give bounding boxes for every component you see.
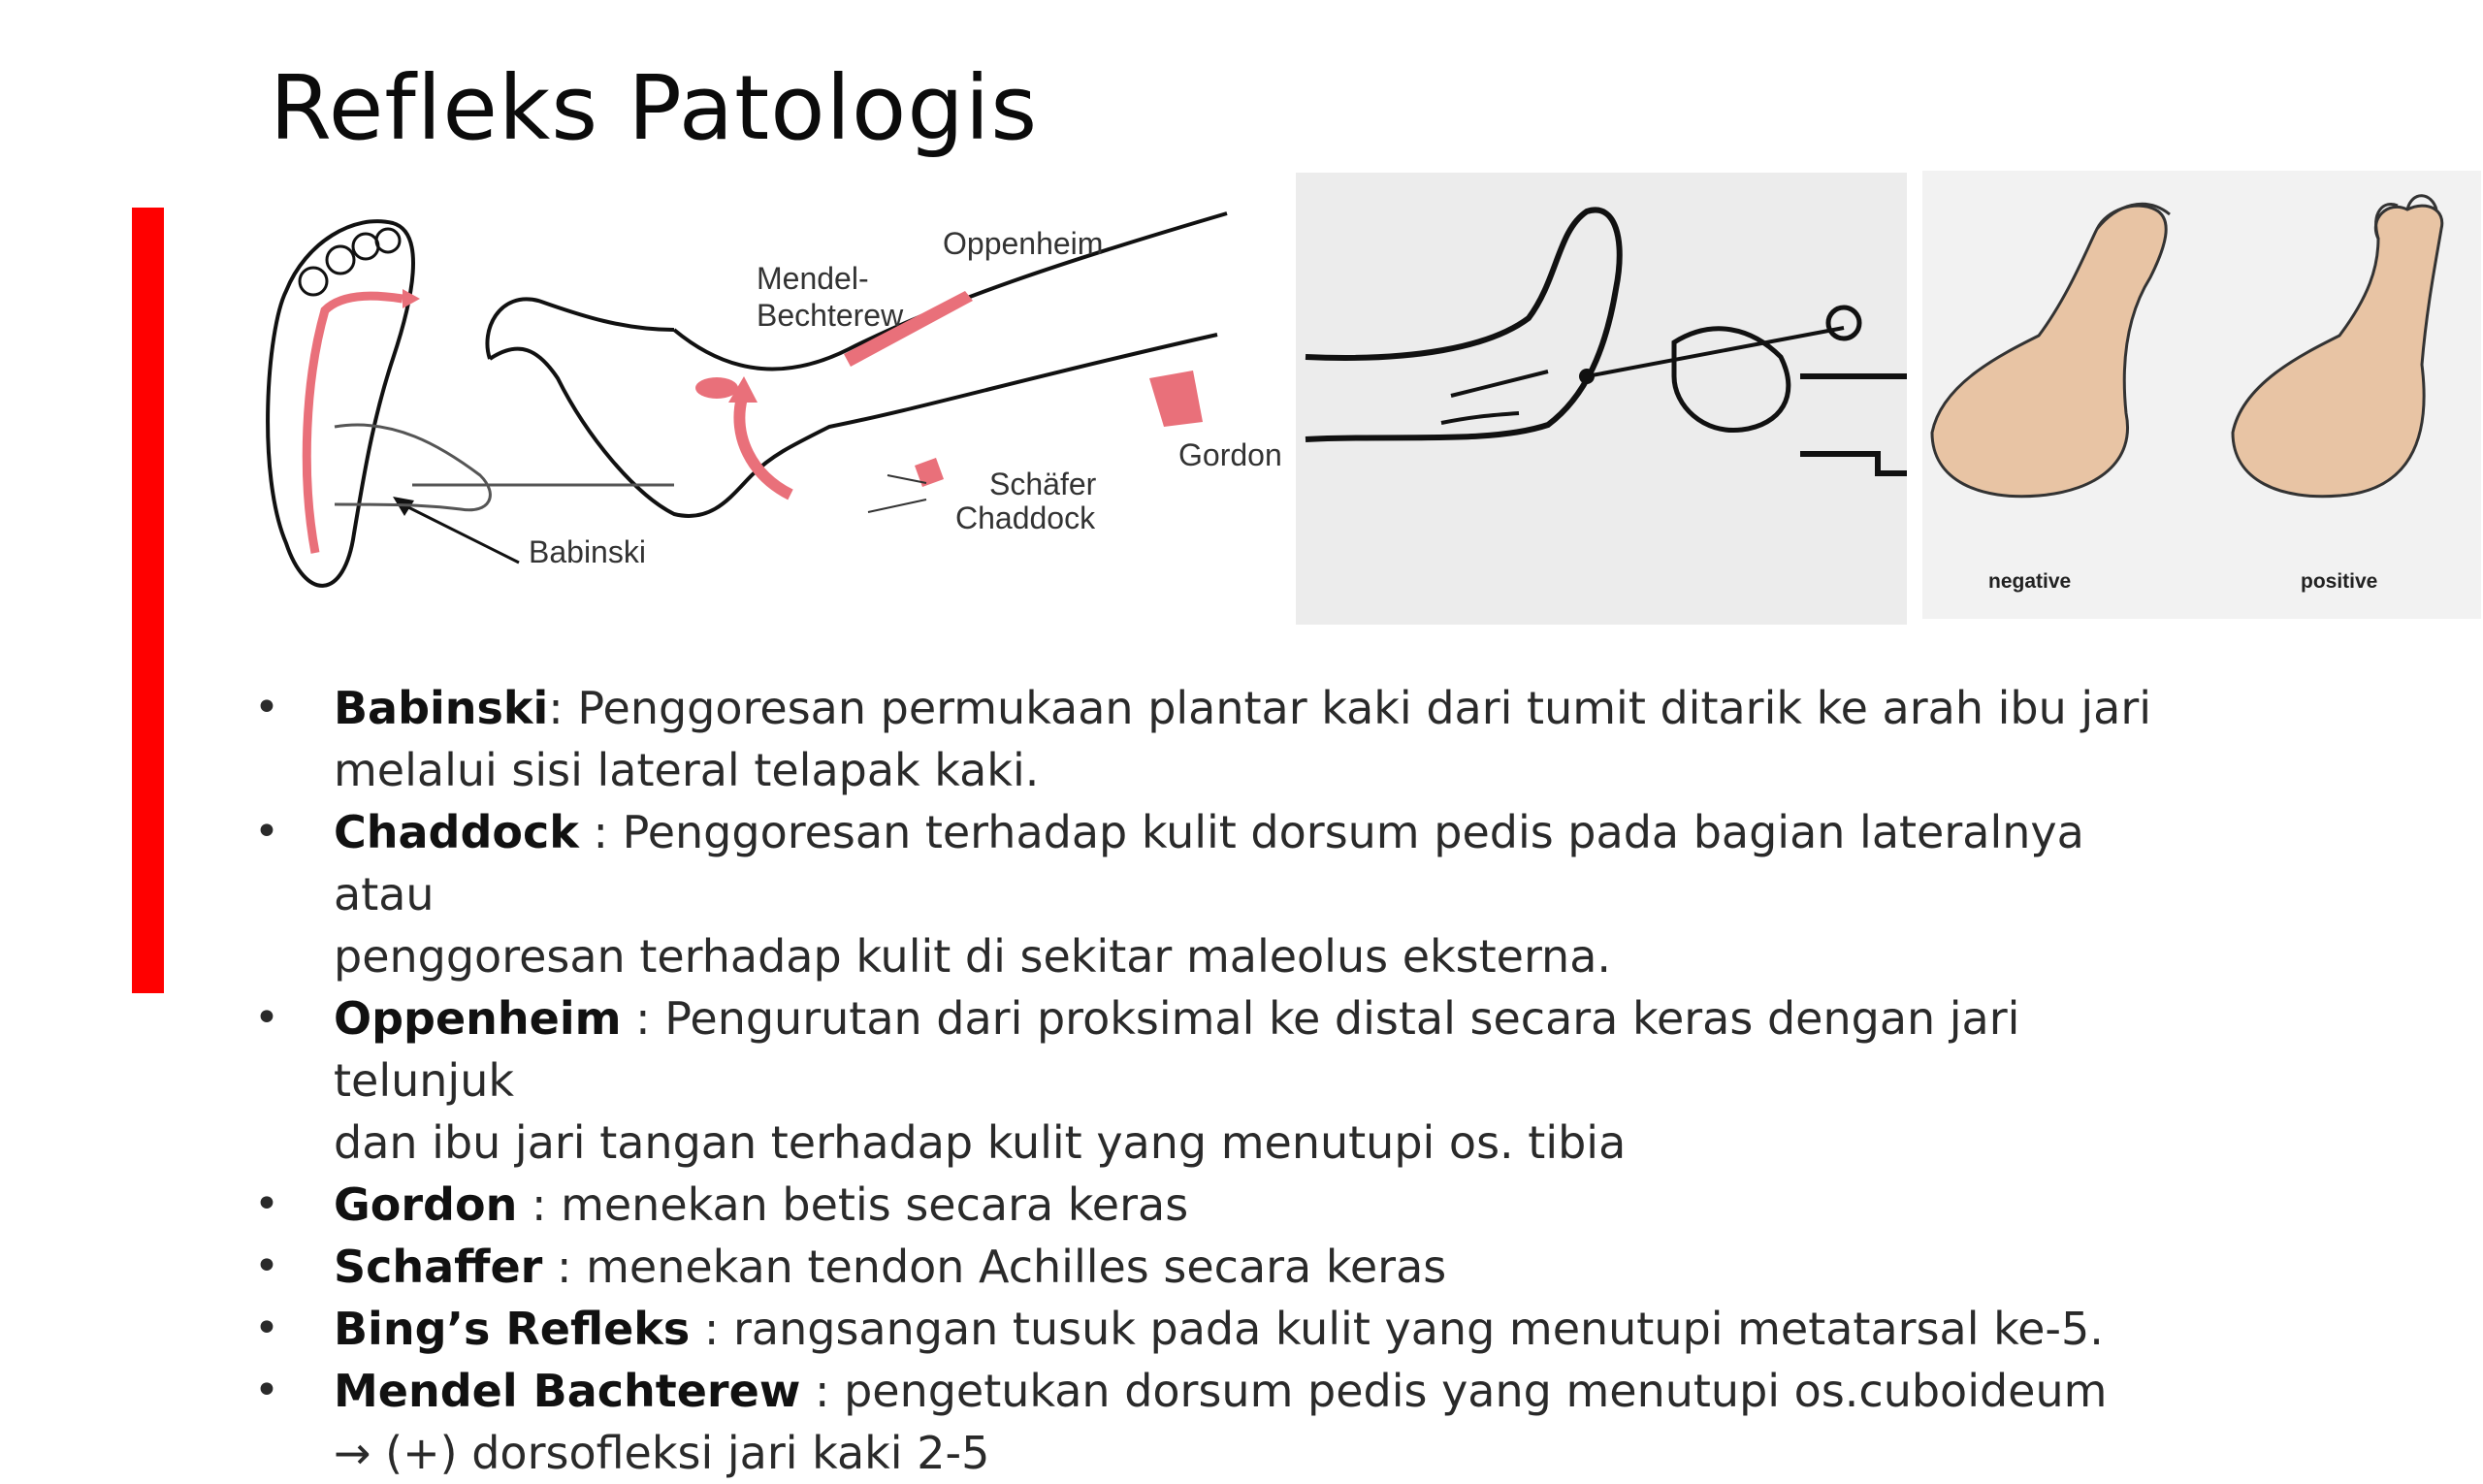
- reflex-list: [254, 677, 2194, 1484]
- label-bechterew: Bechterew: [757, 298, 904, 333]
- reflex-term: Mendel Bachterew: [334, 1365, 801, 1417]
- list-item: [254, 1174, 2194, 1236]
- bullet-glyph: •: [254, 1179, 279, 1229]
- reflex-description-cont: dan ibu jari tangan terhadap kulit yang menutupi os. tibia: [334, 1116, 1627, 1169]
- reflex-term: Bing’s Refleks: [334, 1303, 691, 1355]
- sketch-leg: [1306, 210, 1620, 439]
- label-positive: positive: [2301, 570, 2378, 593]
- reflex-description: : rangsangan tusuk pada kulit yang menutupi metatarsal ke-5.: [690, 1303, 2104, 1355]
- reflex-diagram: [247, 184, 1295, 630]
- reflex-description-cont: melalui sisi lateral telapak kaki.: [334, 744, 1040, 796]
- list-item: [254, 1236, 2194, 1298]
- list-item: [254, 801, 2194, 987]
- reflex-term: Oppenheim: [334, 992, 622, 1045]
- list-item: [254, 1298, 2194, 1360]
- slide-title: Refleks Patologis: [270, 56, 1039, 160]
- reflex-description: : Penggoresan permukaan plantar kaki dari tumit ditarik ke arah ibu jari: [548, 682, 2152, 734]
- list-item: [254, 1360, 2194, 1484]
- foot-sole-outline: [268, 221, 413, 586]
- reflex-description: : pengetukan dorsum pedis yang menutupi os.cuboideum: [800, 1365, 2108, 1417]
- list-item: [254, 677, 2194, 801]
- babinski-response-figure: [1922, 171, 2481, 619]
- foot-negative: [1932, 206, 2166, 497]
- label-babinski: Babinski: [529, 534, 646, 569]
- reflex-sketch: [1296, 173, 1907, 625]
- reflex-description: : Penggoresan terhadap kulit dorsum pedis pada bagian lateralnya atau: [334, 806, 2084, 920]
- reflex-description-cont: penggoresan terhadap kulit di sekitar maleolus eksterna.: [334, 930, 1612, 983]
- bullet-glyph: •: [254, 1366, 279, 1415]
- label-oppenheim: Oppenheim: [943, 226, 1104, 261]
- sketch-hand: [1674, 329, 1789, 431]
- reflex-description: : Pengurutan dari proksimal ke distal secara keras dengan jari telunjuk: [334, 992, 2020, 1107]
- reflex-result: → (+) dorsofleksi jari kaki 2-5: [334, 1427, 990, 1479]
- reflex-description: : menekan tendon Achilles secara keras: [542, 1241, 1447, 1293]
- bullet-glyph: •: [254, 1242, 279, 1291]
- bullet-glyph: •: [254, 807, 279, 856]
- foot-positive: [2233, 206, 2442, 497]
- reflex-term: Chaddock: [334, 806, 579, 858]
- label-gordon: Gordon: [1178, 437, 1282, 472]
- bullet-glyph: •: [254, 683, 279, 732]
- list-item: [254, 987, 2194, 1174]
- bullet-glyph: •: [254, 1304, 279, 1353]
- label-chaddock: Chaddock: [955, 500, 1096, 535]
- accent-bar: [132, 208, 164, 993]
- label-negative: negative: [1988, 570, 2072, 593]
- reflex-term: Gordon: [334, 1178, 518, 1231]
- bullet-glyph: •: [254, 993, 279, 1043]
- label-mendel: Mendel-: [757, 261, 869, 296]
- reflex-term: Schaffer: [334, 1241, 543, 1293]
- reflex-description: : menekan betis secara keras: [517, 1178, 1189, 1231]
- examiner-hand: [335, 425, 490, 510]
- label-schafer: Schäfer: [989, 467, 1097, 501]
- reflex-term: Babinski: [334, 682, 549, 734]
